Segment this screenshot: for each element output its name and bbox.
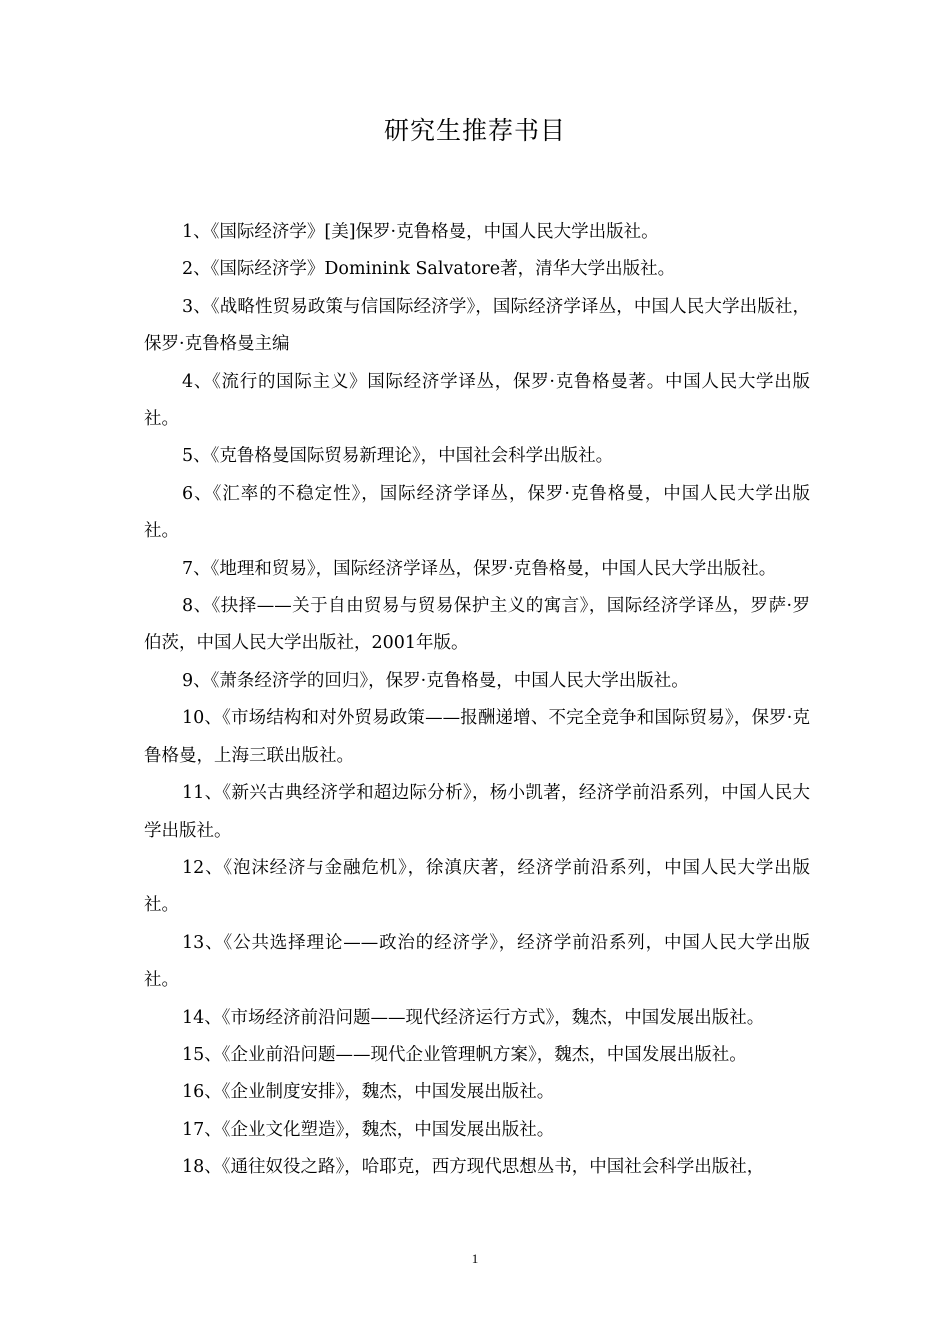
list-item: 3、《战略性贸易政策与信国际经济学》，国际经济学译丛，中国人民大学出版社，保罗·克鲁格曼主编 (144, 296, 810, 355)
list-item: 1、《国际经济学》[美]保罗·克鲁格曼，中国人民大学出版社。 (182, 222, 659, 242)
list-item: 18、《通往奴役之路》，哈耶克，西方现代思想丛书，中国社会科学出版社， (182, 1157, 765, 1178)
list-item: 9、《萧条经济学的回归》，保罗·克鲁格曼，中国人民大学出版社。 (182, 670, 689, 691)
book-list (144, 214, 810, 1187)
list-item: 5、《克鲁格曼国际贸易新理论》，中国社会科学出版社。 (182, 446, 614, 467)
list-item: 10、《市场结构和对外贸易政策——报酬递增、不完全竞争和国际贸易》，保罗·克鲁格曼，上海三联出版社。 (144, 708, 810, 766)
list-item: 11、《新兴古典经济学和超边际分析》，杨小凯著，经济学前沿系列，中国人民大学出版社。 (144, 783, 810, 841)
list-item: 12、《泡沫经济与金融危机》，徐滇庆著，经济学前沿系列，中国人民大学出版社。 (144, 857, 810, 916)
list-item: 13、《公共选择理论——政治的经济学》，经济学前沿系列，中国人民大学出版社。 (144, 932, 810, 991)
page-title: 研究生推荐书目 (383, 116, 566, 145)
list-item: 2、《国际经济学》Dominink Salvatore著，清华大学出版社。 (182, 259, 676, 280)
list-item: 8、《抉择——关于自由贸易与贸易保护主义的寓言》，国际经济学译丛，罗萨·罗伯茨，中国人民大学出版社，2001年版。 (144, 596, 810, 654)
list-item: 17、《企业文化塑造》，魏杰，中国发展出版社。 (182, 1119, 555, 1140)
page-number: 1 (471, 1251, 479, 1266)
list-item: 6、《汇率的不稳定性》，国际经济学译丛，保罗·克鲁格曼，中国人民大学出版社。 (144, 483, 810, 542)
list-item: 16、《企业制度安排》，魏杰，中国发展出版社。 (182, 1082, 555, 1103)
list-item: 14、《市场经济前沿问题——现代经济运行方式》，魏杰，中国发展出版社。 (182, 1007, 765, 1028)
list-item: 7、《地理和贸易》，国际经济学译丛，保罗·克鲁格曼，中国人民大学出版社。 (182, 558, 777, 579)
list-item: 15、《企业前沿问题——现代企业管理帆方案》，魏杰，中国发展出版社。 (182, 1044, 747, 1065)
list-item: 4、《流行的国际主义》国际经济学译丛，保罗·克鲁格曼著。中国人民大学出版社。 (144, 371, 810, 430)
